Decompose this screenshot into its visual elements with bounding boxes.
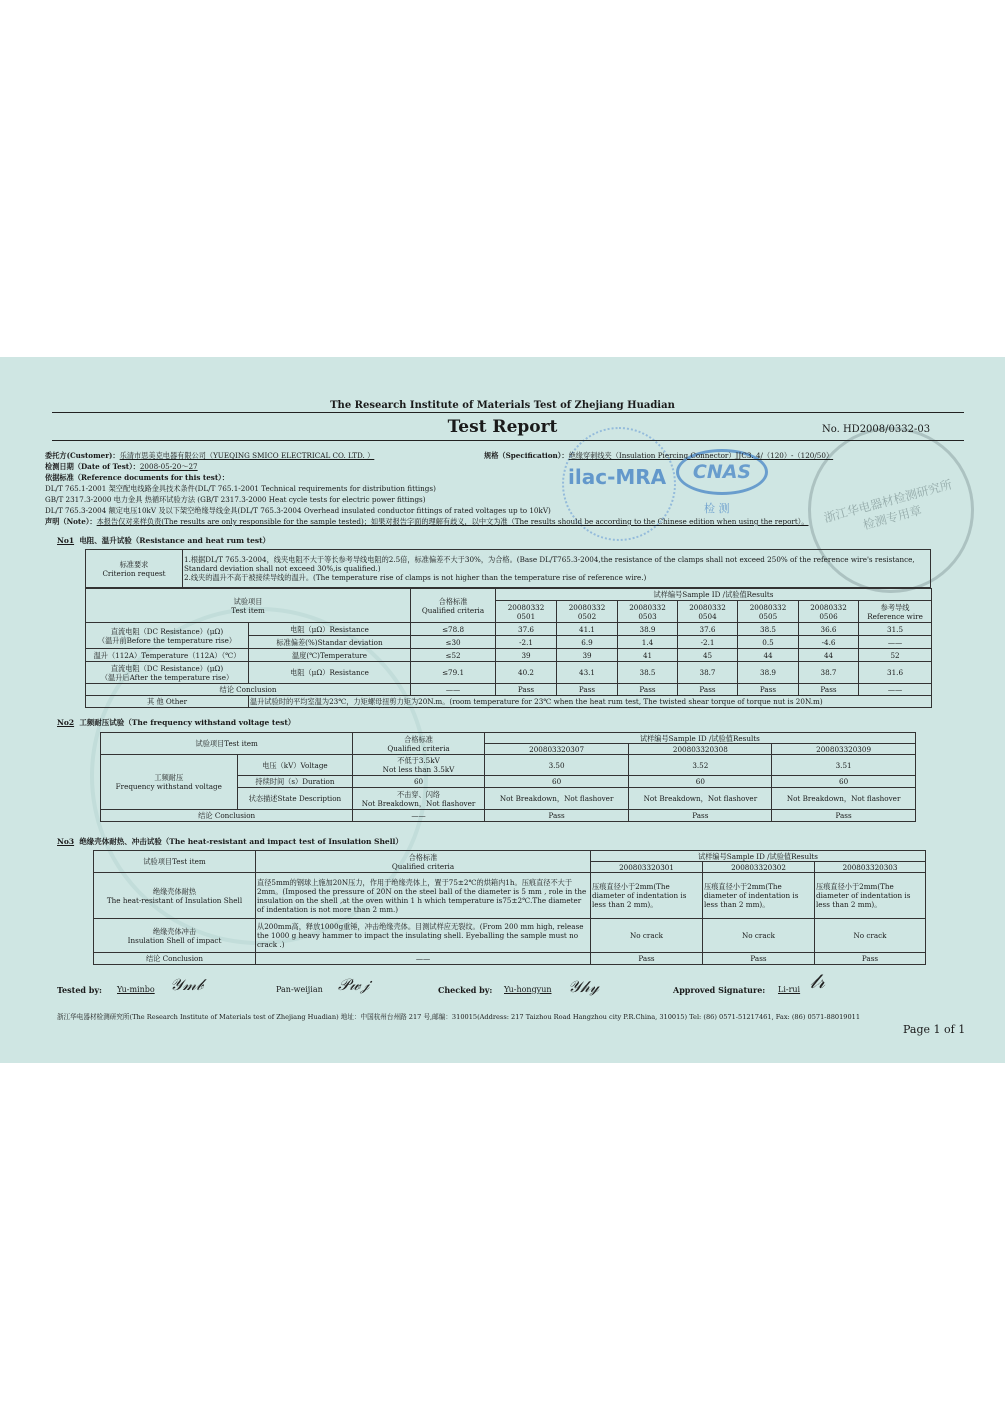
- s1-cell: ——: [859, 636, 932, 649]
- date-line: [45, 462, 198, 472]
- institute-title: The Research Institute of Materials Test of Zhejiang Huadian: [330, 400, 675, 411]
- s1-cell: 37.6: [496, 623, 557, 636]
- s1-row-crit: ≤52: [411, 649, 496, 662]
- approver-signature: 𝓁𝓇: [810, 969, 825, 993]
- s1-conclusion-cell: Pass: [496, 684, 557, 696]
- s2-conclusion-label: 结论 Conclusion: [101, 810, 353, 822]
- conclusion-row: [101, 810, 916, 822]
- tester-2-signature: 𝒫𝓌𝒿: [338, 975, 370, 994]
- customer-line: [45, 451, 374, 461]
- s1-cell: 38.5: [738, 623, 799, 636]
- s3-sample-id: 200803320303: [815, 862, 926, 873]
- s1-cell: -2.1: [678, 636, 738, 649]
- s1-item-header: 试验项目 Test item: [86, 589, 411, 623]
- customer-label: 委托方(Customer)：: [45, 451, 120, 460]
- s3-row2-item: 绝缘壳体冲击 Insulation Shell of impact: [94, 919, 256, 953]
- title-rule: [52, 440, 964, 441]
- s2-cell: 3.50: [484, 755, 629, 776]
- resistance-table: [85, 588, 932, 708]
- note-value: 本报告仅对来样负责(The results are only responsible for the sample tested)；如果对报告字面的理解有歧义，以中文为准（The results should be according to the Chinese edition when using the report）。: [96, 517, 809, 526]
- s2-row-sub: 状态描述State Description: [237, 788, 353, 810]
- s2-conclusion-cell: Pass: [772, 810, 916, 822]
- s1-cell: 37.6: [678, 623, 738, 636]
- footer-address: 浙江华电器材检测研究所(The Research Institute of Materials test of Zhejiang Huadian) 地址：中国杭州台州路 217 号,邮编：310015(Address: 217 Taizhou Road Hangzhou city P.R.China, 310015) Tel: (86) 0571-51217461, Fax: (86) 0571-88019011: [57, 1013, 861, 1021]
- s1-sample-id: 20080332 0505: [738, 601, 799, 623]
- s1-cell: 31.6: [859, 662, 932, 684]
- s2-cell: 60: [629, 776, 772, 788]
- s2-cell: 3.51: [772, 755, 916, 776]
- s1-cell: 43.1: [557, 662, 618, 684]
- s2-sample-id: 200803320307: [484, 744, 629, 755]
- s3-row2-cell: No crack: [591, 919, 703, 953]
- approved-label: Approved Signature:: [673, 985, 766, 995]
- s1-row-crit: ≤30: [411, 636, 496, 649]
- s1-row-sub: 电阻（μΩ）Resistance: [249, 623, 411, 636]
- s1-cell: 38.9: [618, 623, 678, 636]
- s2-row-crit: 不击穿、闪络 Not Breakdown，Not flashover: [353, 788, 484, 810]
- s1-cell: 52: [859, 649, 932, 662]
- s1-sample-header: 试样编号Sample ID /试验值Results: [496, 589, 932, 601]
- s3-sample-id: 200803320301: [591, 862, 703, 873]
- s1-qual-header: 合格标准 Qualified criteria: [411, 589, 496, 623]
- s3-row1-crit: 直径5mm的钢球上施加20N压力，作用于绝缘壳体上，置于75±2℃的烘箱内1h。压痕直径不大于2mm。(Imposed the pressure of 20N on the steel ball of the diameter is 5 mm , role in the insulation on the shell ,at the oven within 1 h which temperature is75±2℃.The diameter of indentation is not more than 2 mm.): [256, 873, 591, 919]
- s3-conclusion-cell: Pass: [815, 953, 926, 965]
- s3-row2-cell: No crack: [815, 919, 926, 953]
- s1-row-item: 温升（112A）Temperature（112A）（℃）: [86, 649, 249, 662]
- s1-cell: 36.6: [799, 623, 859, 636]
- customer-value: 乐清市思美克电器有限公司（YUEQING SMICO ELECTRICAL CO. LTD. ）: [119, 451, 375, 460]
- s3-sample-header: 试样编号Sample ID /试验值Results: [591, 851, 926, 862]
- reference-label: 依据标准（Reference documents for this test）：: [45, 473, 229, 482]
- s2-conclusion-crit: ——: [353, 810, 484, 822]
- s1-conclusion-cell: Pass: [557, 684, 618, 696]
- s1-other-label: 其 他 Other: [86, 696, 249, 708]
- section-2-number: No2: [57, 718, 75, 727]
- s1-reference-wire-header: 参考导线 Reference wire: [859, 601, 932, 623]
- s1-cell: 40.2: [496, 662, 557, 684]
- s3-sample-id: 200803320302: [703, 862, 815, 873]
- s1-row-item: 直流电阻（DC Resistance）(μΩ) （温升前Before the temperature rise）: [86, 623, 249, 649]
- s1-cell: 39: [496, 649, 557, 662]
- s2-conclusion-cell: Pass: [484, 810, 629, 822]
- date-label: 检测日期（Date of Test）：: [45, 462, 140, 471]
- s1-conclusion-cell: Pass: [799, 684, 859, 696]
- s1-cell: -2.1: [496, 636, 557, 649]
- reference-doc-1: DL/T 765.1-2001 架空配电线路金具技术条件(DL/T 765.1-2001 Technical requirements for distribution fittings): [45, 484, 436, 493]
- tester-2-name: Pan-weijian: [276, 985, 323, 994]
- s1-cell: 1.4: [618, 636, 678, 649]
- voltage-table: [100, 732, 916, 822]
- s1-cell: 44: [799, 649, 859, 662]
- s2-group-label: 工频耐压 Frequency withstand voltage: [101, 755, 238, 810]
- criterion-label: 标准要求 Criterion request: [86, 550, 183, 588]
- table-row: [86, 623, 932, 636]
- s1-sample-id: 20080332 0503: [618, 601, 678, 623]
- conclusion-row: [94, 953, 926, 965]
- s2-row-crit: 不低于3.5kV Not less than 3.5kV: [353, 755, 484, 776]
- s1-row-sub: 温度(℃)Temperature: [249, 649, 411, 662]
- date-value: 2008-05-20～27: [139, 462, 198, 471]
- s2-cell: 60: [484, 776, 629, 788]
- note-line: [45, 517, 809, 527]
- s1-conclusion-cell: Pass: [738, 684, 799, 696]
- table-row: [86, 649, 932, 662]
- s1-row-crit: ≤79.1: [411, 662, 496, 684]
- s3-qual-header: 合格标准 Qualified criteria: [256, 851, 591, 873]
- s1-cell: 45: [678, 649, 738, 662]
- s2-conclusion-cell: Pass: [629, 810, 772, 822]
- s1-sample-id: 20080332 0502: [557, 601, 618, 623]
- report-document: [0, 357, 1005, 1063]
- approver-name: Li-rui: [778, 985, 801, 994]
- s3-row2-crit: 从200mm高，释放1000g重锤，冲击绝缘壳体。目测试样应无裂纹。(From 200 mm high, release the 1000 g heavy hammer to impact the insulating shell. Eyeballing the sample must no crack .): [256, 919, 591, 953]
- s1-cell: 38.9: [738, 662, 799, 684]
- table-row: [101, 755, 916, 776]
- reference-doc-2: GB/T 2317.3-2000 电力金具 热循环试验方法 (GB/T 2317.3-2000 Heat cycle tests for electric power fittings): [45, 495, 426, 504]
- shell-table: [93, 850, 926, 965]
- s2-cell: 3.52: [629, 755, 772, 776]
- s3-row1-cell: 压痕直径小于2mm(The diameter of indentation is less than 2 mm)。: [703, 873, 815, 919]
- s1-cell: 41.1: [557, 623, 618, 636]
- s1-row-item: 直流电阻（DC Resistance）(μΩ) （温升后After the temperature rise）: [86, 662, 249, 684]
- tester-1-signature: 𝒴𝓂𝒷: [170, 975, 203, 994]
- criterion-text-1: 1.根据DL/T 765.3-2004，线夹电阻不大于等长参考导线电阻的2.5倍，标准偏差不大于30%，为合格。(Base DL/T765.3-2004,the resistance of the clamps shall not exceed 250% of the reference wire's resistance, Standard deviation shall not exceed 30%,is qualified.): [184, 555, 915, 573]
- s1-cell: 38.7: [678, 662, 738, 684]
- s2-cell: Not Breakdown，Not flashover: [484, 788, 629, 810]
- s1-conclusion-label: 结论 Conclusion: [86, 684, 411, 696]
- s2-sample-id: 200803320308: [629, 744, 772, 755]
- section-2-heading: [57, 717, 295, 728]
- s2-sample-id: 200803320309: [772, 744, 916, 755]
- s3-conclusion-cell: Pass: [591, 953, 703, 965]
- s1-row-sub: 标准偏差(%)Standar deviation: [249, 636, 411, 649]
- cnas-subtitle: 检 测: [704, 502, 730, 515]
- s2-cell: Not Breakdown，Not flashover: [772, 788, 916, 810]
- s1-cell: 31.5: [859, 623, 932, 636]
- tested-by-label: Tested by:: [57, 985, 102, 995]
- s1-other-text: 温升试验时的平均室温为23℃，力矩螺母扭剪力矩为20N.m。(room temperature for 23℃ when the heat rum test, The twisted shear torque of torque nut is 20N.m): [249, 696, 932, 708]
- s1-sample-id: 20080332 0501: [496, 601, 557, 623]
- s1-cell: 38.7: [799, 662, 859, 684]
- s3-conclusion-label: 结论 Conclusion: [94, 953, 256, 965]
- s3-row1-cell: 压痕直径小于2mm(The diameter of indentation is less than 2 mm)。: [815, 873, 926, 919]
- s1-cell: 41: [618, 649, 678, 662]
- table-row: [86, 662, 932, 684]
- s1-cell: 38.5: [618, 662, 678, 684]
- s1-conclusion-crit: ——: [411, 684, 496, 696]
- s2-qual-header: 合格标准 Qualified criteria: [353, 733, 484, 755]
- reference-doc-3: DL/T 765.3-2004 额定电压10kV 及以下架空绝缘导线金具(DL/T 765.3-2004 Overhead insulated conductor fittings of rated voltages up to 10kV): [45, 506, 551, 515]
- s3-conclusion-cell: Pass: [703, 953, 815, 965]
- table-row: [94, 919, 926, 953]
- s2-row-sub: 持续时间（s）Duration: [237, 776, 353, 788]
- section-3-heading: [57, 836, 403, 847]
- section-1-title: 电阻、温升试验（Resistance and heat rum test）: [79, 536, 271, 545]
- s1-row-crit: ≤78.8: [411, 623, 496, 636]
- table-row: [94, 873, 926, 919]
- s3-conclusion-crit: ——: [256, 953, 591, 965]
- s2-cell: Not Breakdown，Not flashover: [629, 788, 772, 810]
- s1-cell: -4.6: [799, 636, 859, 649]
- s1-sample-id: 20080332 0504: [678, 601, 738, 623]
- criterion-table: [85, 549, 931, 588]
- s3-row1-cell: 压痕直径小于2mm(The diameter of indentation is less than 2 mm)。: [591, 873, 703, 919]
- report-title: Test Report: [447, 417, 558, 437]
- page-number: Page 1 of 1: [903, 1023, 966, 1036]
- spec-label: 规格（Specification）：: [484, 451, 569, 460]
- header-rule: [52, 412, 964, 413]
- seal-text: 浙江华电器材检测研究所 检测专用章: [822, 477, 954, 533]
- ilac-mra-logo: ilac-MRA: [568, 465, 667, 489]
- s1-cell: 44: [738, 649, 799, 662]
- conclusion-row: [86, 684, 932, 696]
- s2-item-header: 试验项目Test item: [101, 733, 353, 755]
- s1-sample-id: 20080332 0506: [799, 601, 859, 623]
- s3-row2-cell: No crack: [703, 919, 815, 953]
- s2-row-crit: 60: [353, 776, 484, 788]
- note-label: 声明（Note）：: [45, 517, 97, 526]
- s2-row-sub: 电压（kV）Voltage: [237, 755, 353, 776]
- criterion-text: [183, 550, 931, 588]
- s1-conclusion-cell: ——: [859, 684, 932, 696]
- s2-cell: 60: [772, 776, 916, 788]
- section-1-heading: [57, 535, 270, 546]
- tester-1-name: Yu-minbo: [117, 985, 155, 994]
- criterion-text-2: 2.线夹的温升不高于被接续导线的温升。(The temperature rise of clamps is not higher than the temperature rise of reference wire.): [184, 573, 647, 582]
- s1-row-sub: 电阻（μΩ）Resistance: [249, 662, 411, 684]
- cnas-logo: CNAS: [676, 449, 768, 495]
- s2-sample-header: 试样编号Sample ID /试验值Results: [484, 733, 915, 744]
- section-3-number: No3: [57, 837, 75, 846]
- s3-row1-item: 绝缘壳体耐热 The heat-resistant of Insulation Shell: [94, 873, 256, 919]
- s1-conclusion-cell: Pass: [618, 684, 678, 696]
- section-1-number: No1: [57, 536, 75, 545]
- checker-signature: 𝒴𝒽𝓎: [568, 977, 600, 996]
- section-3-title: 绝缘壳体耐热、冲击试验（The heat-resistant and impact test of Insulation Shell）: [79, 837, 403, 846]
- section-2-title: 工频耐压试验（The frequency withstand voltage test）: [79, 718, 296, 727]
- s1-conclusion-cell: Pass: [678, 684, 738, 696]
- other-row: [86, 696, 932, 708]
- spec-value: 绝缘穿刺线夹（Insulation Piercing Connector）JJC3. 4/（120）-（120/50）: [568, 451, 834, 460]
- s3-item-header: 试验项目Test item: [94, 851, 256, 873]
- checker-name: Yu-hongyun: [504, 985, 552, 994]
- s1-cell: 6.9: [557, 636, 618, 649]
- s1-cell: 0.5: [738, 636, 799, 649]
- s1-cell: 39: [557, 649, 618, 662]
- report-number: No. HD2008/0332-03: [822, 424, 931, 435]
- checked-by-label: Checked by:: [438, 985, 493, 995]
- spec-line: [484, 451, 833, 461]
